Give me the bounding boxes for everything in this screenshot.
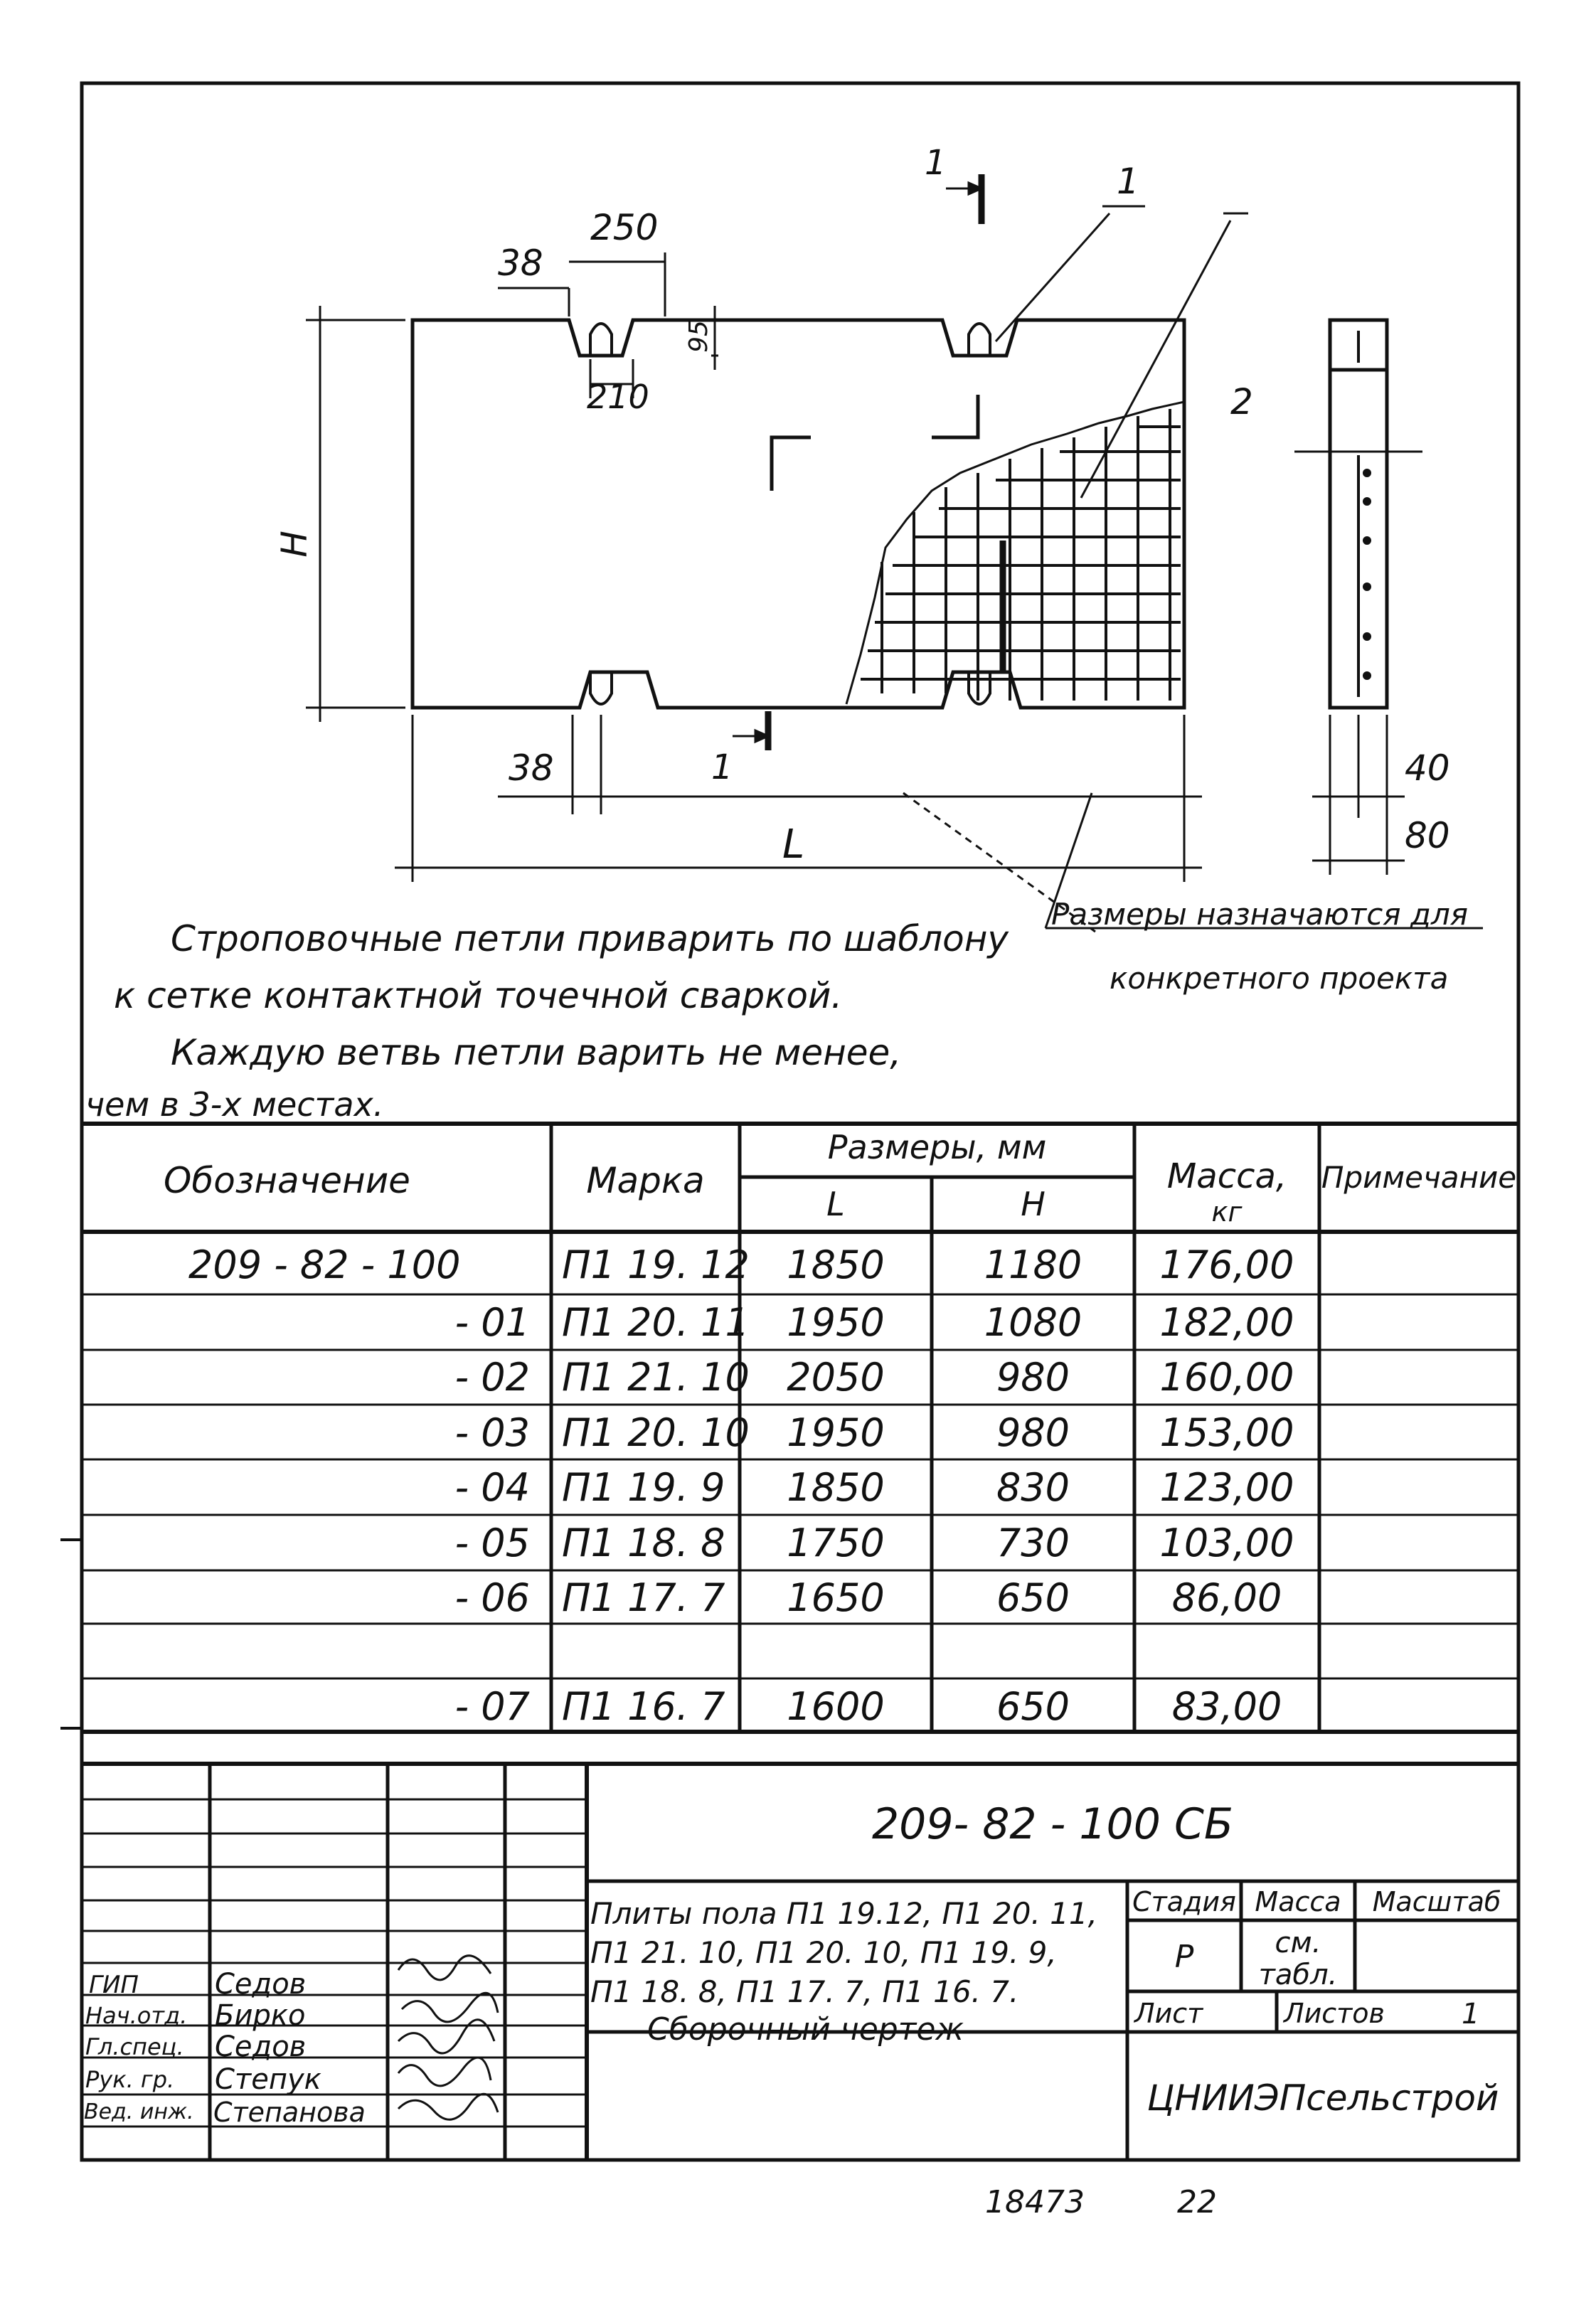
- sheets-label: Листов: [1284, 1998, 1385, 2029]
- cell-designation: - 01: [454, 1300, 530, 1345]
- staff-name: Седов: [215, 2030, 307, 2063]
- cell-L: 1850: [787, 1242, 885, 1287]
- note-line-1: Строповочные петли приварить по шаблону: [171, 918, 1009, 959]
- cell-mark: П1 19. 9: [562, 1465, 725, 1510]
- cell-mass: 86,00: [1171, 1575, 1282, 1620]
- sheet-label: Лист: [1134, 1998, 1203, 2029]
- staff-name: Степанова: [213, 2097, 366, 2128]
- mass-value-2: табл.: [1258, 1959, 1338, 1991]
- title-line-3: П1 18. 8, П1 17. 7, П1 16. 7.: [590, 1974, 1019, 2009]
- cell-designation: 209 - 82 - 100: [188, 1242, 461, 1287]
- cell-L: 1950: [787, 1300, 885, 1345]
- header-sizes: Размеры, мм: [827, 1128, 1047, 1166]
- side-view: [1330, 320, 1387, 708]
- cell-mass: 182,00: [1159, 1300, 1294, 1345]
- header-note: Примечание: [1321, 1160, 1517, 1195]
- cell-designation: - 02: [454, 1355, 530, 1400]
- stage-value: Р: [1174, 1939, 1194, 1975]
- cell-mass: 176,00: [1159, 1242, 1294, 1287]
- cell-mass: 153,00: [1159, 1410, 1294, 1455]
- cell-H: 980: [996, 1355, 1070, 1400]
- cell-L: 1600: [787, 1684, 885, 1729]
- loop-top-right: [969, 324, 990, 356]
- dims-note-line-1: Размеры назначаются для: [1051, 897, 1469, 932]
- staff-name: Степук: [215, 2063, 321, 2096]
- cell-mark: П1 16. 7: [562, 1684, 725, 1729]
- dim-38-top-label: 38: [498, 243, 543, 284]
- dim-H-label: H: [273, 531, 315, 558]
- header-L: L: [826, 1185, 845, 1223]
- dimension-lines: [306, 206, 1483, 932]
- cell-L: 1850: [787, 1465, 885, 1510]
- dims-note-line-2: конкретного проекта: [1110, 961, 1449, 996]
- footer-page: 22: [1177, 2184, 1217, 2220]
- staff-name: Седов: [215, 1968, 307, 2001]
- cell-H: 980: [996, 1410, 1070, 1455]
- scale-label: Масштаб: [1372, 1886, 1501, 1917]
- cell-L: 1950: [787, 1410, 885, 1455]
- header-H: H: [1021, 1185, 1046, 1223]
- cell-mark: П1 17. 7: [562, 1575, 725, 1620]
- callout-2-label: 2: [1230, 381, 1253, 422]
- title-line-1: Плиты пола П1 19.12, П1 20. 11,: [590, 1896, 1097, 1931]
- dim-40-label: 40: [1405, 747, 1450, 789]
- dim-38-bottom-label: 38: [509, 747, 554, 789]
- reinforcement-mesh: [861, 409, 1181, 701]
- cell-mark: П1 20. 11: [562, 1300, 750, 1345]
- cell-H: 650: [996, 1575, 1070, 1620]
- cell-designation: - 03: [454, 1410, 530, 1455]
- staff-role: Рук. гр.: [85, 2066, 175, 2093]
- header-mark: Марка: [586, 1160, 705, 1201]
- section-corner-right: [932, 395, 978, 437]
- cell-mark: П1 18. 8: [562, 1521, 725, 1565]
- title-line-2: П1 21. 10, П1 20. 10, П1 19. 9,: [590, 1935, 1057, 1970]
- stage-label: Стадия: [1132, 1886, 1236, 1917]
- cell-mark: П1 20. 10: [562, 1410, 750, 1455]
- staff-role: Вед. инж.: [84, 2099, 194, 2124]
- cell-designation: - 07: [454, 1684, 530, 1729]
- note-line-3: Каждую ветвь петли варить не менее,: [171, 1032, 902, 1073]
- cell-mark: П1 19. 12: [562, 1242, 750, 1287]
- header-mass: Масса,: [1166, 1156, 1287, 1196]
- dim-80-label: 80: [1405, 815, 1450, 856]
- cell-designation: - 05: [454, 1521, 530, 1565]
- section-marks: [768, 174, 981, 750]
- dim-250-label: 250: [590, 207, 659, 248]
- note-line-2: к сетке контактной точечной сваркой.: [114, 975, 843, 1016]
- organization-name: ЦНИИЭПсельстрой: [1147, 2077, 1499, 2119]
- header-designation: Обозначение: [164, 1160, 410, 1201]
- cell-L: 2050: [787, 1355, 885, 1400]
- dim-95-label: 95: [683, 320, 713, 353]
- note-line-4: чем в 3-х местах.: [85, 1085, 384, 1124]
- staff-role: Гл.спец.: [85, 2033, 184, 2060]
- loop-top-left: [590, 324, 612, 356]
- callout-1-label: 1: [1117, 161, 1139, 202]
- cell-H: 1080: [984, 1300, 1082, 1345]
- cell-designation: - 04: [454, 1465, 530, 1510]
- cell-H: 730: [996, 1521, 1070, 1565]
- cell-H: 650: [996, 1684, 1070, 1729]
- cell-H: 830: [996, 1465, 1070, 1510]
- document-code: 209- 82 - 100 СБ: [871, 1799, 1234, 1849]
- section-corner-left: [772, 437, 811, 491]
- mass-label: Масса: [1255, 1886, 1341, 1917]
- header-mass-unit: кг: [1211, 1196, 1243, 1228]
- sheets-value: 1: [1462, 1998, 1480, 2030]
- cell-mass: 160,00: [1159, 1355, 1294, 1400]
- cell-mass: 103,00: [1159, 1521, 1294, 1565]
- footer-number: 18473: [985, 2184, 1085, 2220]
- title-subtitle: Сборочный чертеж: [647, 2011, 964, 2048]
- cell-L: 1750: [787, 1521, 885, 1565]
- cell-L: 1650: [787, 1575, 885, 1620]
- section-mark-bottom-label: 1: [711, 747, 733, 787]
- cell-mark: П1 21. 10: [562, 1355, 750, 1400]
- cell-designation: - 06: [454, 1575, 530, 1620]
- section-mark-top-label: 1: [925, 143, 947, 183]
- staff-role: ГИП: [89, 1971, 139, 1999]
- cell-mass: 123,00: [1159, 1465, 1294, 1510]
- cell-mass: 83,00: [1171, 1684, 1282, 1729]
- break-line: [846, 402, 1184, 704]
- dim-L-label: L: [782, 821, 805, 868]
- loop-bottom-left: [590, 672, 612, 704]
- staff-role: Нач.отд.: [85, 2002, 188, 2029]
- dim-210-label: 210: [587, 378, 649, 416]
- mass-value-1: см.: [1275, 1927, 1321, 1959]
- cell-H: 1180: [984, 1242, 1082, 1287]
- staff-name: Бирко: [215, 1999, 306, 2032]
